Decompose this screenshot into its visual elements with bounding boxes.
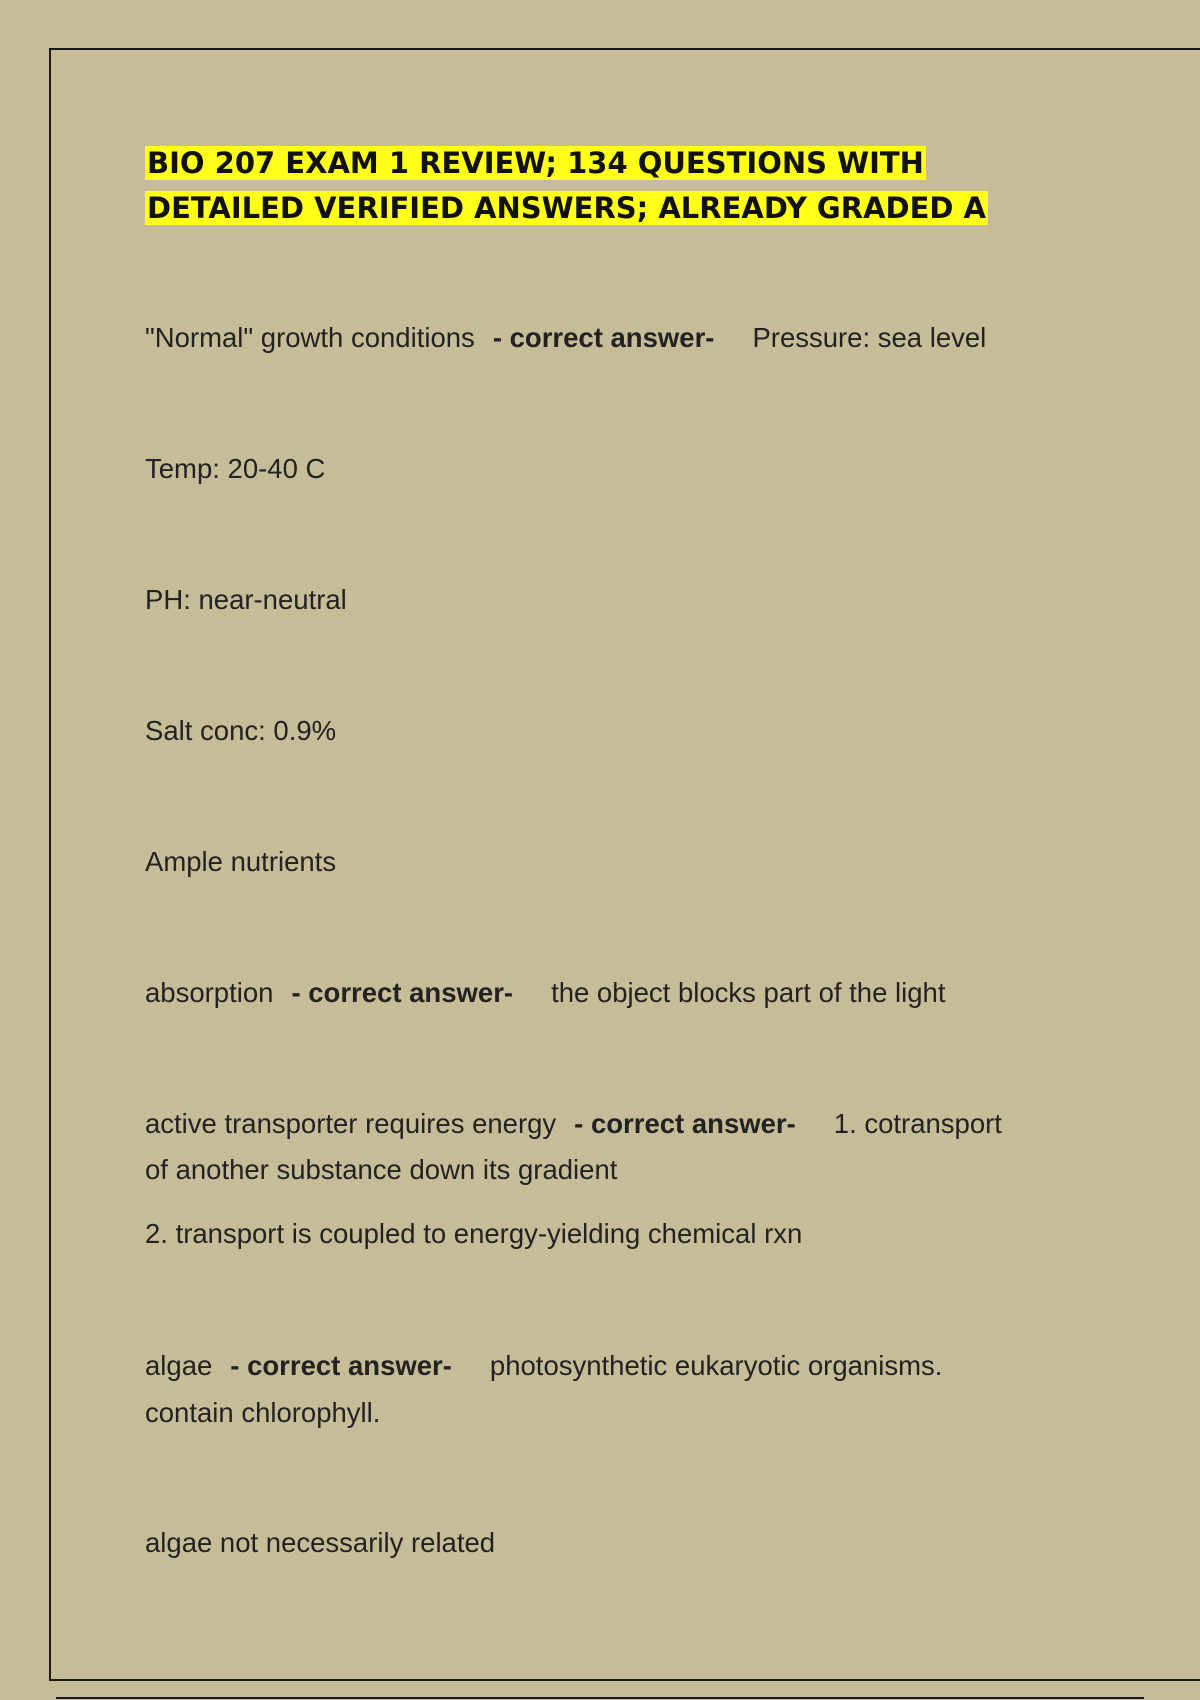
answer-line-ph: PH: near-neutral (145, 584, 347, 615)
term: algae (145, 1350, 213, 1381)
answer-line-nutrients: Ample nutrients (145, 846, 337, 877)
document-title (145, 141, 1145, 231)
qa-entry-absorption (145, 969, 945, 1016)
answer-separator: - correct answer- (230, 1350, 452, 1381)
footer-rule (56, 1697, 1144, 1699)
answer-separator: - correct answer- (574, 1108, 796, 1139)
answer-line-temp: Temp: 20-40 C (145, 453, 326, 484)
qa-entry-normal-growth (145, 314, 986, 361)
answer-separator: - correct answer- (492, 322, 715, 353)
answer-continuation: of another substance down its gradient (145, 1154, 618, 1185)
term: "Normal" growth conditions (145, 322, 475, 353)
term: absorption (145, 977, 274, 1008)
qa-entry-algae (145, 1342, 942, 1389)
answer: 1. cotransport (833, 1108, 1002, 1139)
answer-separator: - correct answer- (291, 977, 514, 1008)
answer: photosynthetic eukaryotic organisms. (489, 1350, 943, 1381)
term: active transporter requires energy (145, 1108, 557, 1139)
answer: the object blocks part of the light (551, 977, 946, 1008)
answer-line-salt: Salt conc: 0.9% (145, 715, 337, 746)
qa-entry-active-transporter (145, 1100, 1002, 1147)
title-line-2: DETAILED VERIFIED ANSWERS; ALREADY GRADED A (147, 191, 987, 225)
answer: Pressure: sea level (752, 322, 987, 353)
answer-line-algae-related: algae not necessarily related (145, 1527, 496, 1558)
title-line-1: BIO 207 EXAM 1 REVIEW; 134 QUESTIONS WITH (147, 146, 924, 180)
answer-line-transport-coupled: 2. transport is coupled to energy-yielding chemical rxn (145, 1218, 803, 1249)
answer-continuation: contain chlorophyll. (145, 1397, 381, 1428)
